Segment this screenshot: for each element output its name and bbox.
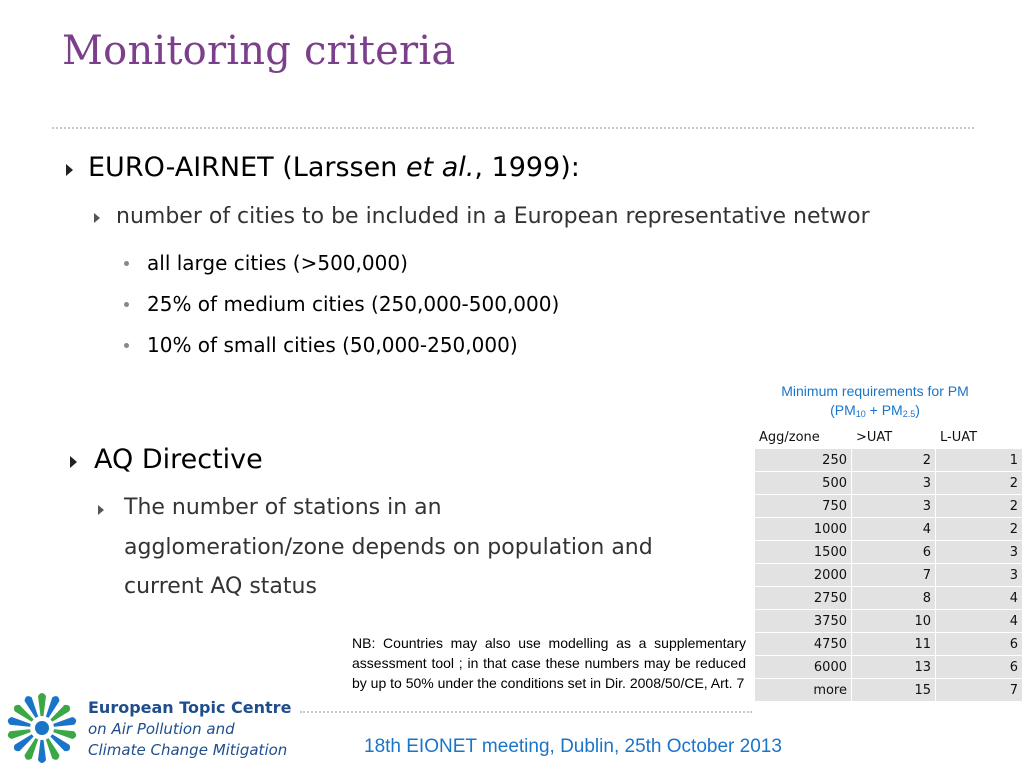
- note-text: NB: Countries may also use modelling as a supplementary assessment tool ; in that case these numbers may be reduced by up to 50% under the conditions set in Dir. 2008/50/CE, Art. 7: [352, 635, 746, 691]
- table-cell: 3750: [755, 610, 852, 633]
- sub-bullet-arrow-icon: [94, 213, 100, 223]
- table-cell: 6: [936, 633, 1023, 656]
- sub-bullet-arrow-icon: [98, 505, 104, 515]
- table-row: [755, 679, 1023, 702]
- list-item: 10% of small cities (50,000-250,000): [147, 333, 518, 357]
- list-item: 25% of medium cities (250,000-500,000): [147, 292, 560, 316]
- table-cell: more: [755, 679, 852, 702]
- table-row: [755, 610, 1023, 633]
- column-header: >UAT: [852, 426, 936, 449]
- table-row: [755, 495, 1023, 518]
- table-row: [755, 518, 1023, 541]
- table-cell: 3: [852, 472, 936, 495]
- sub-bullet-stations-line-1: The number of stations in an: [124, 495, 442, 520]
- list-item: all large cities (>500,000): [147, 251, 408, 275]
- table-cell: 1: [936, 449, 1023, 472]
- bullet-dot-icon: [124, 343, 129, 348]
- table-cell: 4: [936, 610, 1023, 633]
- table-cell: 1000: [755, 518, 852, 541]
- bullet-arrow-icon: [70, 456, 77, 468]
- bullet-arrow-icon: [66, 164, 73, 176]
- table-cell: 750: [755, 495, 852, 518]
- table-cell: 10: [852, 610, 936, 633]
- table-row: [755, 564, 1023, 587]
- table-cell: 2: [936, 495, 1023, 518]
- table-cell: 500: [755, 472, 852, 495]
- column-header: Agg/zone: [755, 426, 852, 449]
- sub-bullet-stations-line-2: agglomeration/zone depends on population and: [124, 535, 653, 560]
- bullet-euro-airnet: EURO-AIRNET (Larssen et al., 1999):: [88, 152, 580, 183]
- sub-bullet-cities: number of cities to be included in a European representative networ: [116, 204, 870, 229]
- table-cell: 8: [852, 587, 936, 610]
- requirements-table: [754, 425, 1023, 702]
- bullet-aq-directive: AQ Directive: [94, 444, 263, 475]
- etc-logo-icon: [4, 690, 80, 766]
- table-cell: 3: [936, 564, 1023, 587]
- table-cell: 7: [852, 564, 936, 587]
- table-header-row: [755, 426, 1023, 449]
- table-row: [755, 472, 1023, 495]
- table-cell: 11: [852, 633, 936, 656]
- table-cell: 2750: [755, 587, 852, 610]
- table-cell: 2: [852, 449, 936, 472]
- bullet-dot-icon: [124, 302, 129, 307]
- footer-divider: [300, 711, 752, 713]
- table-cell: 250: [755, 449, 852, 472]
- bullet-dot-icon: [124, 261, 129, 266]
- table-row: [755, 449, 1023, 472]
- table-cell: 3: [936, 541, 1023, 564]
- table-cell: 7: [936, 679, 1023, 702]
- footer-text: 18th EIONET meeting, Dublin, 25th October 2013: [364, 736, 782, 757]
- table-caption: Minimum requirements for PM $(PM_{10} + PM_{2.5})$: [781, 383, 969, 419]
- table-cell: 4: [852, 518, 936, 541]
- table-row: [755, 541, 1023, 564]
- table-cell: 2: [936, 518, 1023, 541]
- column-header: L-UAT: [936, 426, 1023, 449]
- organization-name: European Topic Centre on Air Pollution and Climate Change Mitigation: [88, 698, 292, 759]
- table-cell: 4750: [755, 633, 852, 656]
- table-cell: 1500: [755, 541, 852, 564]
- table-cell: 6: [936, 656, 1023, 679]
- table-cell: 13: [852, 656, 936, 679]
- table-cell: 2: [936, 472, 1023, 495]
- slide-title: Monitoring criteria: [62, 28, 456, 74]
- table-cell: 4: [936, 587, 1023, 610]
- table-cell: 2000: [755, 564, 852, 587]
- table-row: [755, 633, 1023, 656]
- table-row: [755, 587, 1023, 610]
- sub-bullet-stations-line-3: current AQ status: [124, 574, 317, 599]
- table-cell: 6: [852, 541, 936, 564]
- table-row: [755, 656, 1023, 679]
- table-cell: 6000: [755, 656, 852, 679]
- table-cell: 3: [852, 495, 936, 518]
- table-cell: 15: [852, 679, 936, 702]
- title-divider: [52, 127, 974, 129]
